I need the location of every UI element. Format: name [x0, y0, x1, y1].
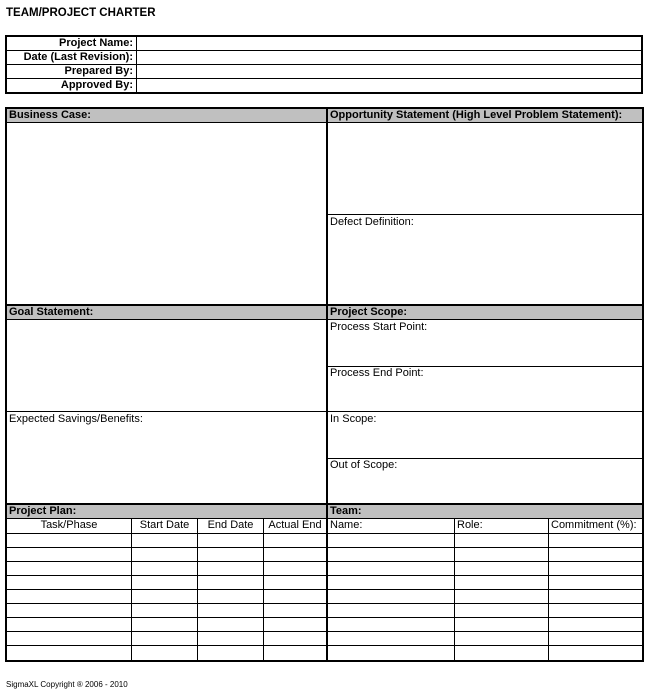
- table-row-line: [7, 617, 642, 618]
- approved-by-row: [7, 79, 641, 93]
- in-scope-label: In Scope:: [330, 413, 377, 425]
- copyright-notice: SigmaXL Copyright ® 2006 - 2010: [6, 680, 128, 689]
- date-row: [7, 51, 641, 65]
- actual-end-column-header: Actual End: [268, 519, 322, 531]
- project-plan-header: Project Plan:: [7, 505, 326, 519]
- commitment-column-header: Commitment (%):: [551, 519, 637, 531]
- name-column-header: Name:: [330, 519, 363, 531]
- charter-grid: [5, 107, 644, 662]
- role-column-header: Role:: [457, 519, 483, 531]
- goal-statement-field[interactable]: [7, 320, 326, 410]
- date-label: Date (Last Revision):: [23, 51, 133, 63]
- project-scope-header: Project Scope:: [328, 306, 642, 320]
- table-row-line: [7, 631, 642, 632]
- prepared-by-row: [7, 65, 641, 79]
- task-phase-column-header: Task/Phase: [40, 519, 98, 531]
- process-start-label: Process Start Point:: [330, 321, 428, 333]
- project-name-field[interactable]: [136, 37, 641, 50]
- table-row-line: [7, 533, 642, 534]
- table-row-line: [7, 603, 642, 604]
- approved-by-label: Approved By:: [60, 79, 133, 91]
- table-row-line: [7, 575, 642, 576]
- date-field[interactable]: [136, 51, 641, 64]
- team-header: Team:: [328, 505, 642, 519]
- page-title: TEAM/PROJECT CHARTER: [6, 7, 156, 19]
- defect-divider: [328, 214, 642, 215]
- defect-definition-field[interactable]: [328, 229, 642, 304]
- project-name-label: Project Name:: [59, 37, 133, 49]
- project-name-row: [7, 37, 641, 51]
- table-row-line: [7, 645, 642, 646]
- prepared-by-label: Prepared By:: [64, 65, 133, 77]
- expected-savings-label: Expected Savings/Benefits:: [9, 413, 143, 425]
- defect-definition-label: Defect Definition:: [330, 216, 414, 228]
- table-row-line: [7, 589, 642, 590]
- prepared-by-field[interactable]: [136, 65, 641, 78]
- process-end-label: Process End Point:: [330, 367, 424, 379]
- expected-savings-field[interactable]: [7, 426, 326, 503]
- business-case-field[interactable]: [7, 123, 326, 304]
- project-info-table: [5, 35, 643, 94]
- end-date-column-header: End Date: [207, 519, 254, 531]
- start-date-column-header: Start Date: [139, 519, 190, 531]
- table-row-line: [7, 547, 642, 548]
- out-of-scope-label: Out of Scope:: [330, 459, 398, 471]
- table-row-line: [7, 561, 642, 562]
- opportunity-field[interactable]: [328, 123, 642, 214]
- goal-statement-header: Goal Statement:: [7, 306, 326, 320]
- opportunity-header: Opportunity Statement (High Level Problem Statement):: [328, 109, 642, 123]
- approved-by-field[interactable]: [136, 79, 641, 93]
- business-case-header: Business Case:: [7, 109, 326, 123]
- savings-divider: [7, 411, 642, 412]
